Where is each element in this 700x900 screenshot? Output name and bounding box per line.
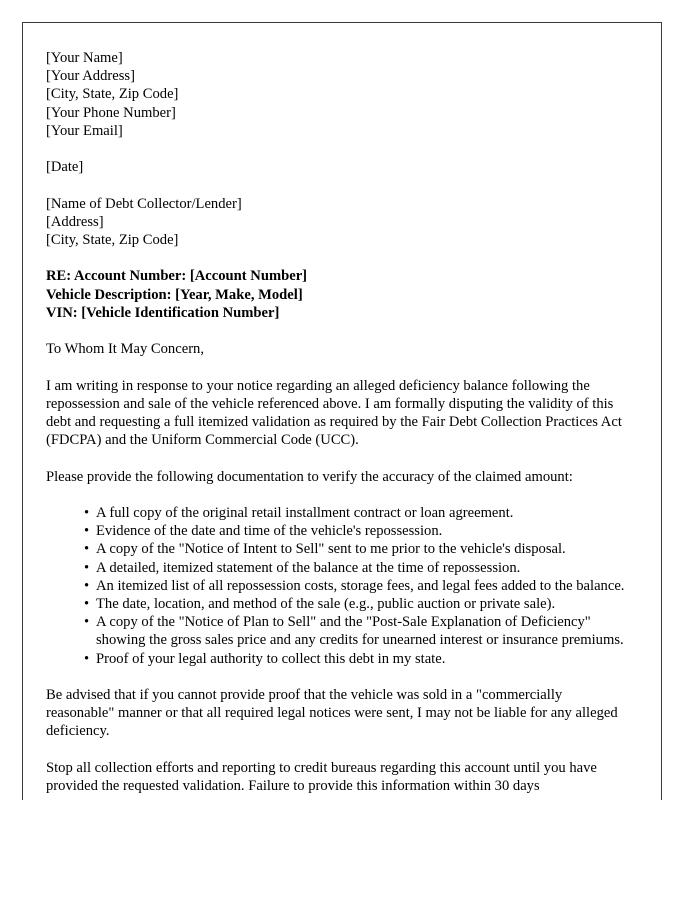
spacer-after-date <box>46 176 625 194</box>
reference-block <box>46 267 625 322</box>
recipient-line-city-state-zip: [City, State, Zip Code] <box>46 232 179 248</box>
spacer-after-list <box>46 668 625 686</box>
spacer-after-paragraph-3 <box>46 741 625 759</box>
sender-line-phone: [Your Phone Number] <box>46 104 176 121</box>
date-block <box>46 158 625 176</box>
sender-line-address: [Your Address] <box>46 68 135 85</box>
spacer-after-recipient <box>46 249 625 267</box>
reference-line-account: RE: Account Number: [Account Number] <box>46 268 308 285</box>
recipient-address-block <box>46 195 625 250</box>
spacer-after-paragraph-1 <box>46 449 625 467</box>
list-item: • A copy of the "Notice of Plan to Sell" and the "Post-Sale Explanation of Deficiency" showing the gross sales price and any credits for unearned interest or insurance premiums. <box>84 613 625 649</box>
sender-line-name: [Your Name] <box>46 50 123 66</box>
paragraph-cease-collection: Stop all collection efforts and reporting to credit bureaus regarding this account until you have provided the requested validation. Failure to provide this information within 30 days <box>46 759 597 794</box>
list-item: • A detailed, itemized statement of the balance at the time of repossession. <box>84 559 625 577</box>
list-item: • The date, location, and method of the sale (e.g., public auction or private sale). <box>84 595 625 613</box>
sender-line-email: [Your Email] <box>46 122 123 139</box>
spacer-after-reference <box>46 322 625 340</box>
paragraph-dispute-notice: I am writing in response to your notice regarding an alleged deficiency balance following the repossession and sale of the vehicle referenced above. I am formally disputing the validity of this debt and requesting a full itemized validation as required by the Fair Debt Collection Practices Act (FDCPA) and the Uniform Commercial Code (UCC). <box>46 377 622 449</box>
list-item: • A full copy of the original retail installment contract or loan agreement. <box>84 504 625 522</box>
sender-line-city-state-zip: [City, State, Zip Code] <box>46 86 179 103</box>
reference-line-vin: VIN: [Vehicle Identification Number] <box>46 304 280 321</box>
letter-page <box>22 22 662 800</box>
list-item: • A copy of the "Notice of Intent to Sell" sent to me prior to the vehicle's disposal. <box>84 540 625 558</box>
list-item: • Evidence of the date and time of the vehicle's repossession. <box>84 522 625 540</box>
paragraph-documentation-request: Please provide the following documentation to verify the accuracy of the claimed amount: <box>46 468 573 485</box>
spacer-after-salutation <box>46 358 625 376</box>
spacer-after-sender <box>46 140 625 158</box>
requested-documents-list <box>46 504 625 668</box>
list-item: • Proof of your legal authority to collect this debt in my state. <box>84 650 625 668</box>
spacer-before-list <box>46 486 625 504</box>
salutation: To Whom It May Concern, <box>46 341 204 358</box>
recipient-line-name: [Name of Debt Collector/Lender] <box>46 195 242 212</box>
paragraph-commercially-reasonable: Be advised that if you cannot provide proof that the vehicle was sold in a "commercially reasonable" manner or that all required legal notices were sent, I may not be liable for any alleged deficiency. <box>46 686 618 740</box>
recipient-line-address: [Address] <box>46 213 104 230</box>
list-item: • An itemized list of all repossession costs, storage fees, and legal fees added to the balance. <box>84 577 625 595</box>
reference-line-vehicle: Vehicle Description: [Year, Make, Model] <box>46 286 303 303</box>
letter-body <box>23 23 661 795</box>
sender-address-block <box>46 49 625 140</box>
date-line: [Date] <box>46 159 84 176</box>
